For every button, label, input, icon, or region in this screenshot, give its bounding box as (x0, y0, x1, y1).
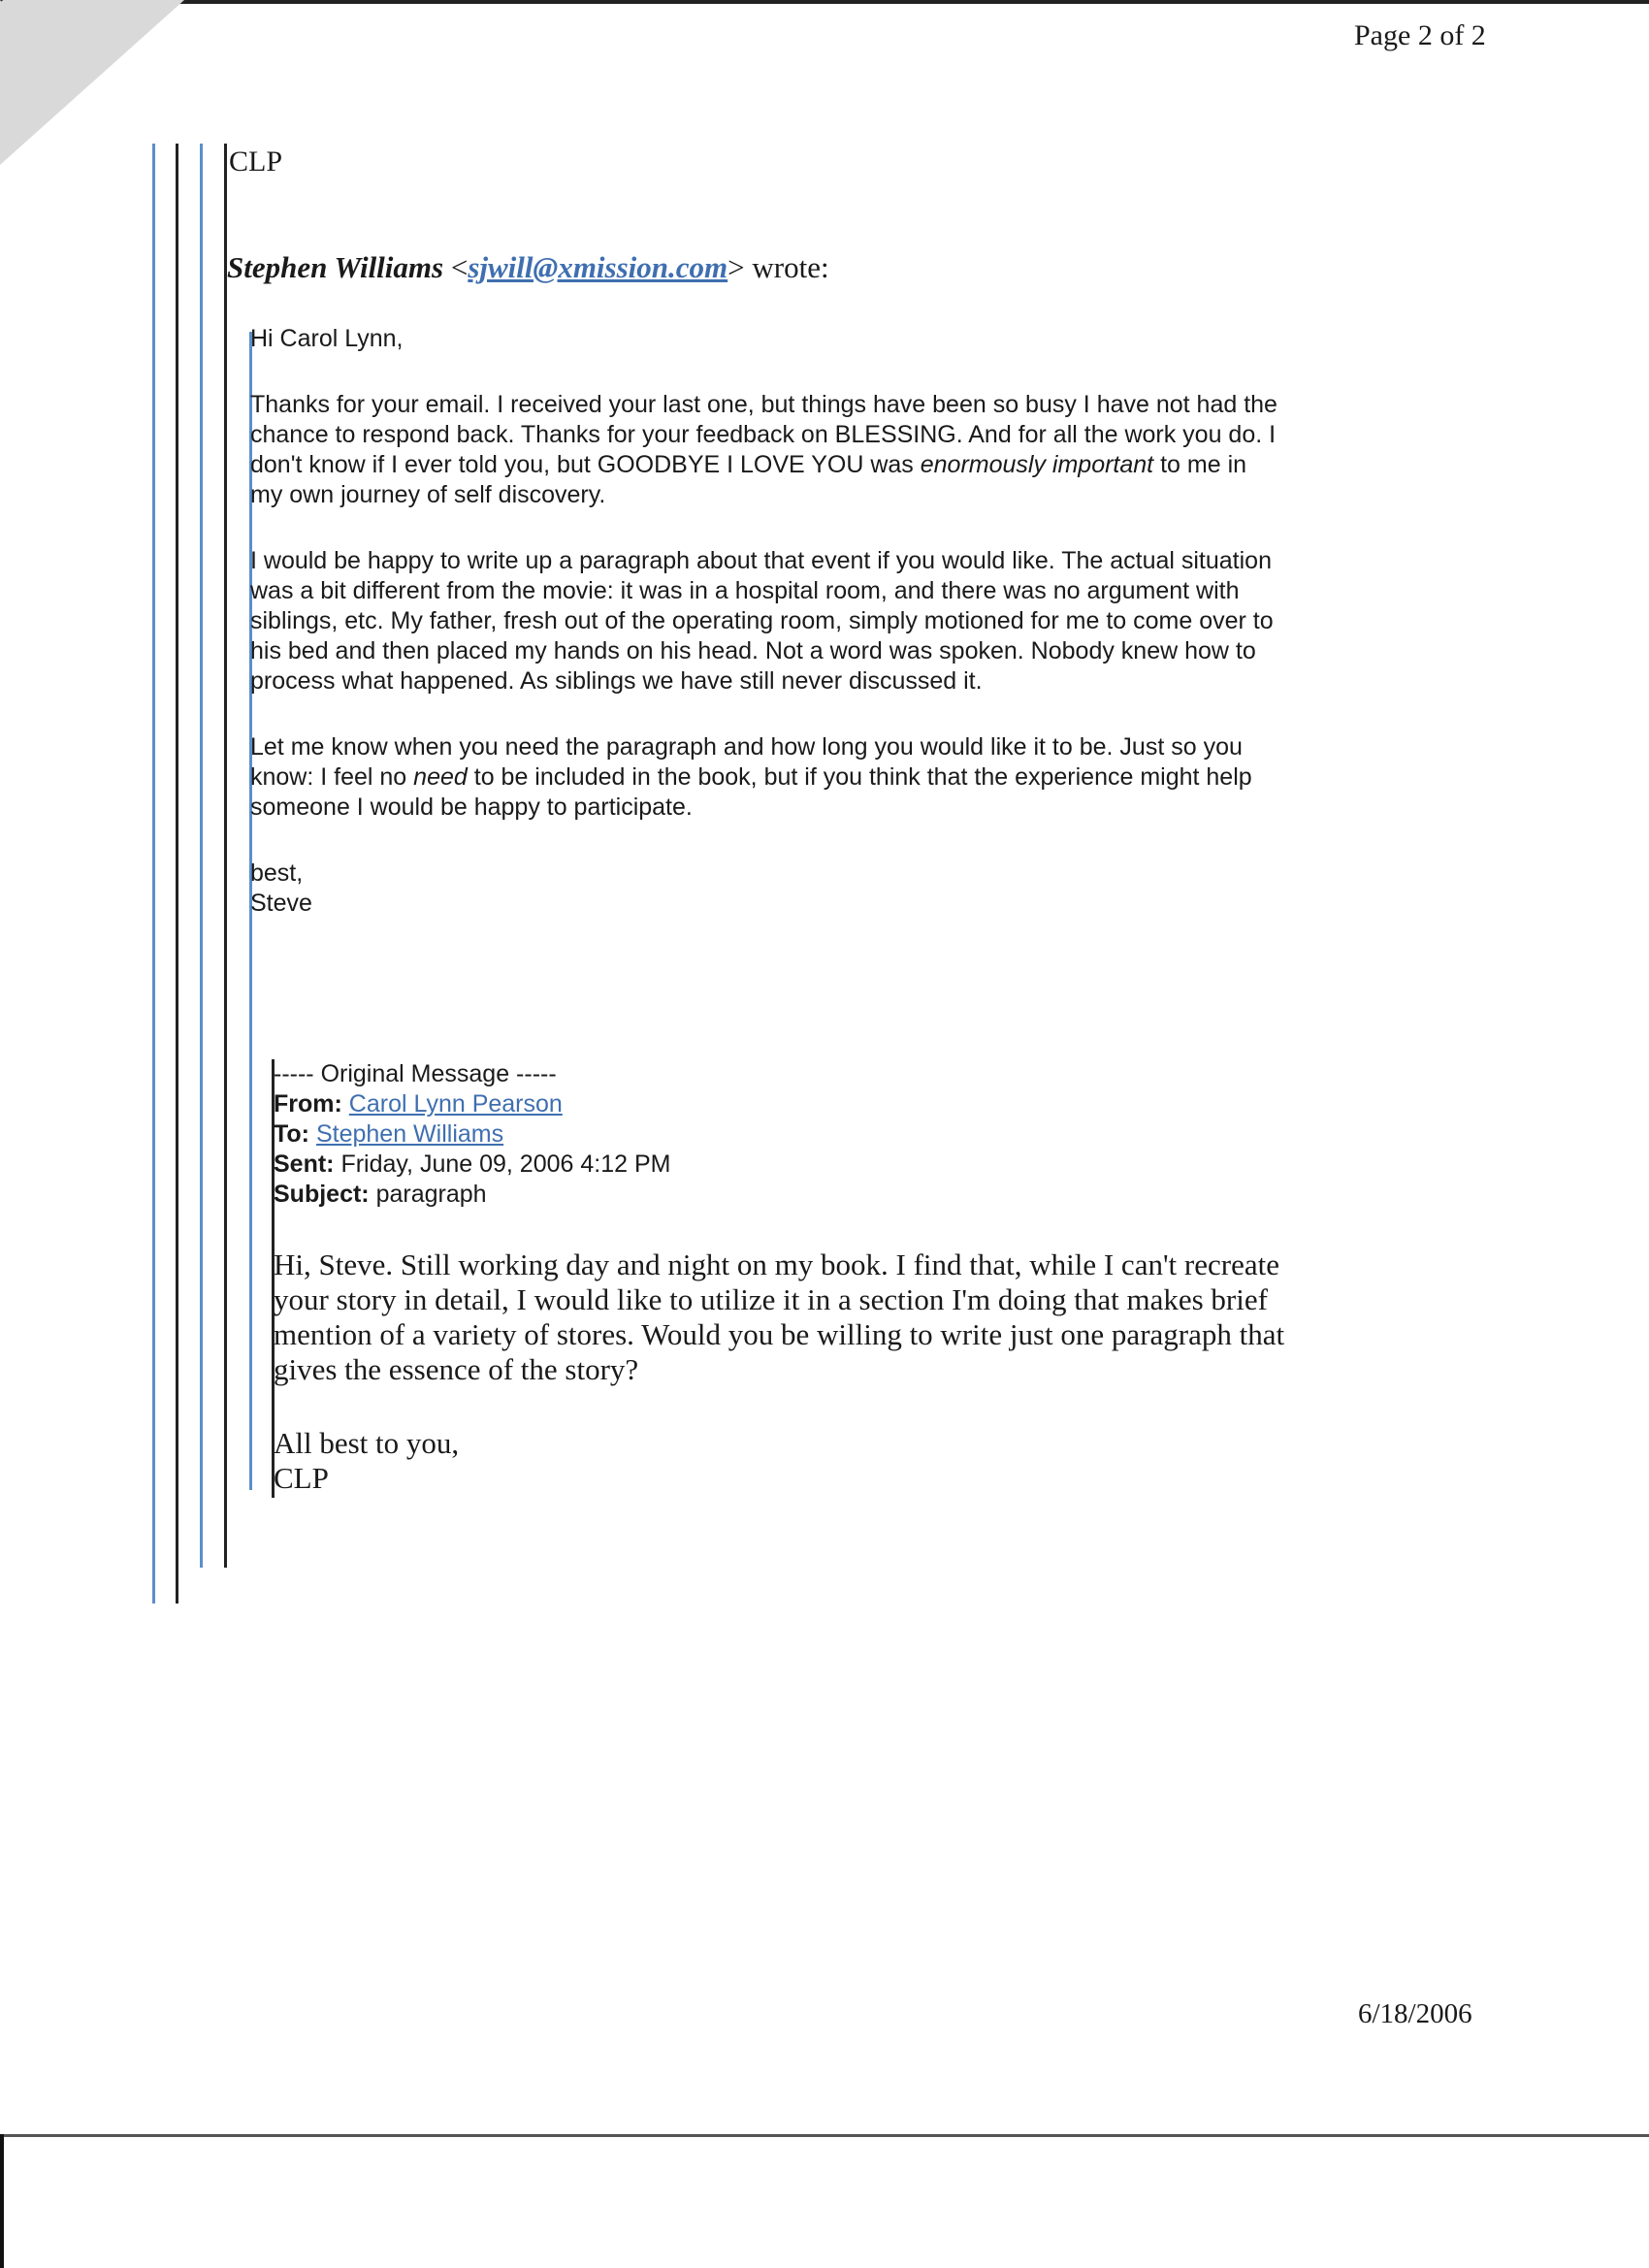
was: was (870, 451, 914, 478)
quote-bar-3 (200, 144, 203, 1568)
closing: best, (250, 859, 304, 887)
sent-row (274, 1150, 1282, 1180)
reply-paragraph-2: I would be happy to write up a paragraph about that event if you would like. The actual situation was a bit different from the movie: it was in a hospital room, and there was no argument with siblings, etc. My father, fresh out of the operating room, simply motioned for me to come over to his bed and then placed my hands on his head. Not a word was spoken. Nobody knew how to process what happened. As siblings we have still never discussed it. (250, 547, 1274, 695)
signature: Steve (250, 890, 312, 917)
scan-bottom-edge (0, 2134, 1649, 2137)
from-link[interactable]: Carol Lynn Pearson (348, 1090, 563, 1118)
original-message-body (274, 1247, 1292, 1496)
scan-top-edge (0, 0, 1649, 4)
need-emphasis: need (413, 763, 468, 791)
reply-body (250, 324, 1278, 919)
print-date: 6/18/2006 (1358, 1998, 1472, 2029)
open-bracket: < (450, 250, 469, 284)
original-closing: All best to you, (274, 1426, 460, 1460)
to-row (274, 1119, 1282, 1150)
from-row (274, 1089, 1282, 1119)
quote-bar-4 (224, 144, 227, 1568)
sender-name: Stephen Williams (227, 250, 444, 284)
original-signature (274, 1426, 1292, 1496)
original-body-text: Hi, Steve. Still working day and night on my book. I find that, while I can't recreate your story in detail, I would like to utilize it in a section I'm doing that makes brief mention of a variety of stores. Would you be willing to write just one paragraph that gives the essence of the story? (274, 1247, 1285, 1386)
reply-signature (250, 859, 1278, 919)
sent-label: Sent: (274, 1150, 335, 1178)
close-bracket: > (728, 250, 745, 284)
page-number: Page 2 of 2 (1354, 19, 1486, 51)
attribution-line (227, 250, 829, 285)
to-label: To: (274, 1120, 310, 1148)
folded-corner (0, 0, 184, 165)
greeting: Hi Carol Lynn, (250, 325, 404, 352)
previous-signoff: CLP (229, 146, 283, 178)
original-signoff: CLP (274, 1461, 329, 1495)
original-divider: ----- Original Message ----- (274, 1060, 557, 1087)
reply-paragraph-3: Let me know when you need the paragraph and how long you would like it to be. Just so you know: I feel no need to be included in the book, but if you think that the experience might help someone I would be happy to participate. (250, 733, 1252, 821)
subject-value: paragraph (375, 1181, 487, 1208)
sent-value: Friday, June 09, 2006 4:12 PM (340, 1150, 671, 1178)
quote-bar-2 (176, 144, 178, 1604)
sender-email-link[interactable]: sjwill@xmission.com (468, 250, 728, 284)
scan-left-edge (0, 2134, 4, 2268)
subject-row (274, 1180, 1282, 1210)
emphasis-text: enormously important (920, 451, 1154, 478)
original-message-header (274, 1059, 1282, 1210)
quote-bar-1 (152, 144, 155, 1604)
to-link[interactable]: Stephen Williams (315, 1120, 504, 1148)
subject-label: Subject: (274, 1181, 370, 1208)
from-label: From: (274, 1090, 342, 1118)
reply-paragraph-1: Thanks for your email. I received your last one, but things have been so busy I have not had the chance to respond back. Thanks for your feedback on BLESSING. And for all the work you do. I don't know if I ever told you, but GOODBYE I LOVE YOU was enormously important to me in my own journey of self discovery. (250, 391, 1277, 508)
wrote-label: wrote: (752, 250, 829, 284)
